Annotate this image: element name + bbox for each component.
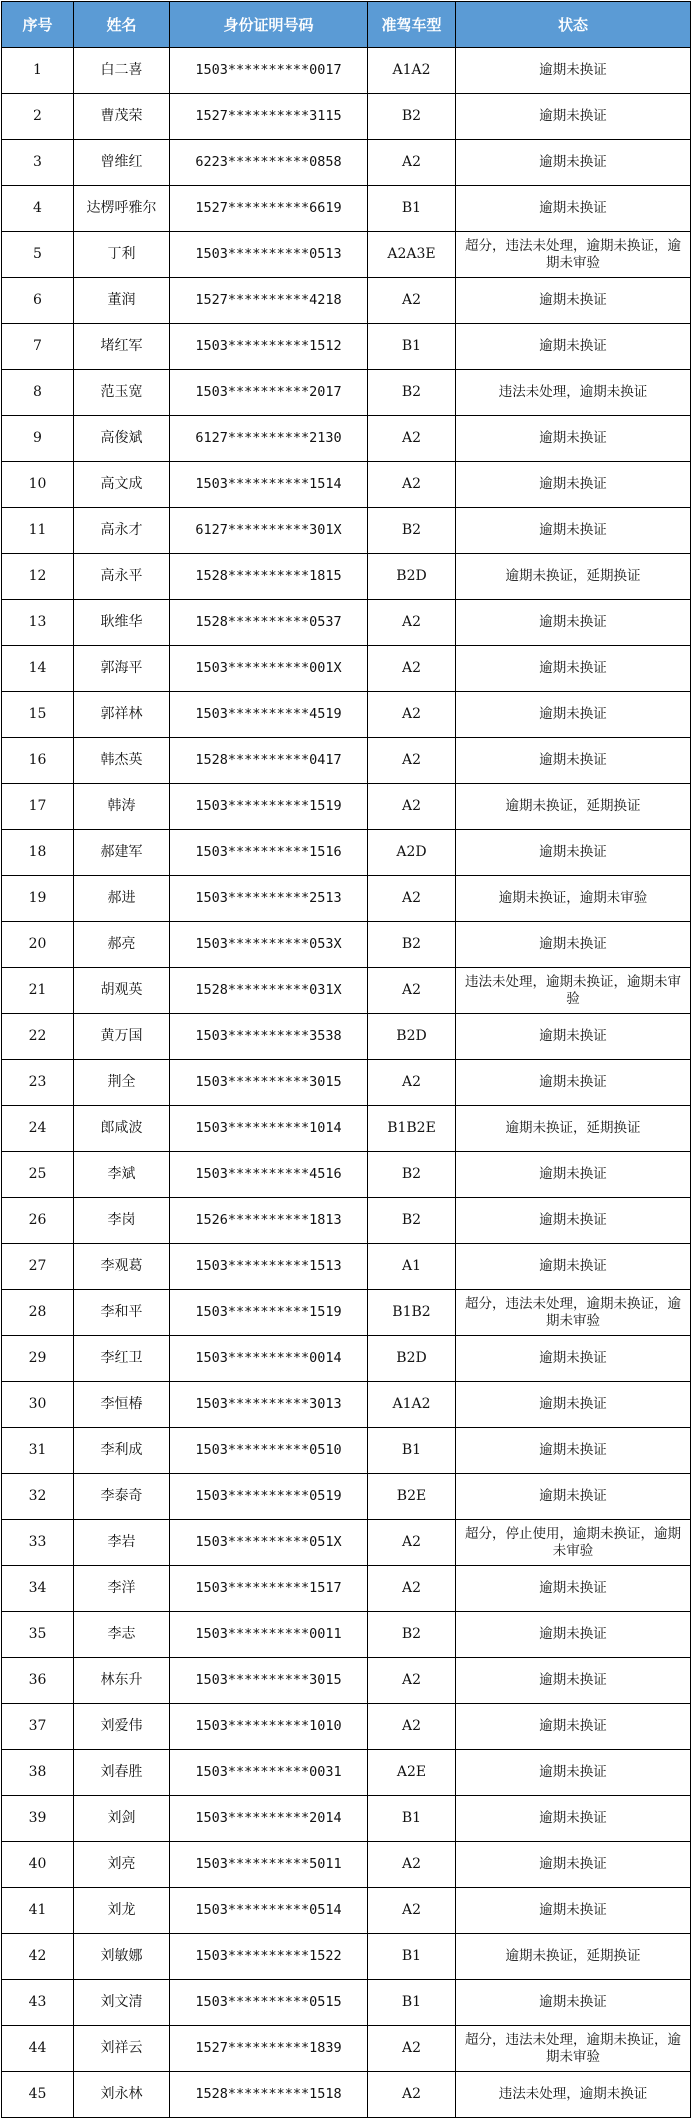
cell-class: A2E	[368, 1750, 456, 1796]
cell-name: 胡观英	[74, 968, 170, 1014]
cell-name: 高俊斌	[74, 416, 170, 462]
cell-class: B1	[368, 1980, 456, 2026]
cell-id: 1527**********3115	[170, 94, 368, 140]
cell-name: 郝亮	[74, 922, 170, 968]
cell-index: 8	[2, 370, 74, 416]
cell-name: 刘春胜	[74, 1750, 170, 1796]
cell-id: 1503**********5011	[170, 1842, 368, 1888]
cell-id: 6127**********2130	[170, 416, 368, 462]
cell-name: 郝进	[74, 876, 170, 922]
cell-name: 李洋	[74, 1566, 170, 1612]
cell-index: 40	[2, 1842, 74, 1888]
cell-name: 曾维红	[74, 140, 170, 186]
table-row	[2, 1842, 691, 1888]
cell-id: 1503**********1014	[170, 1106, 368, 1152]
cell-id: 6127**********301X	[170, 508, 368, 554]
cell-status: 逾期未换证，逾期未审验	[456, 876, 691, 922]
table-row	[2, 278, 691, 324]
cell-index: 31	[2, 1428, 74, 1474]
cell-status: 逾期未换证，延期换证	[456, 1106, 691, 1152]
cell-index: 25	[2, 1152, 74, 1198]
cell-index: 28	[2, 1290, 74, 1336]
table-row	[2, 94, 691, 140]
table-row	[2, 1520, 691, 1566]
cell-class: B1	[368, 1796, 456, 1842]
cell-id: 1503**********4516	[170, 1152, 368, 1198]
cell-class: B2D	[368, 1336, 456, 1382]
cell-id: 1503**********1010	[170, 1704, 368, 1750]
cell-status: 逾期未换证，延期换证	[456, 554, 691, 600]
cell-index: 32	[2, 1474, 74, 1520]
cell-status: 逾期未换证	[456, 922, 691, 968]
table-row	[2, 1750, 691, 1796]
cell-name: 荆全	[74, 1060, 170, 1106]
cell-status: 超分，违法未处理，逾期未换证，逾期未审验	[456, 232, 691, 278]
table-row	[2, 324, 691, 370]
cell-class: B2D	[368, 554, 456, 600]
cell-class: B2D	[368, 1014, 456, 1060]
cell-class: A2	[368, 876, 456, 922]
table-row	[2, 784, 691, 830]
cell-name: 达楞呼雅尔	[74, 186, 170, 232]
cell-name: 董润	[74, 278, 170, 324]
cell-status: 逾期未换证	[456, 1060, 691, 1106]
cell-id: 1503**********1512	[170, 324, 368, 370]
cell-name: 刘永林	[74, 2072, 170, 2118]
cell-id: 1503**********053X	[170, 922, 368, 968]
header-name: 姓名	[74, 2, 170, 48]
cell-index: 45	[2, 2072, 74, 2118]
cell-name: 高永平	[74, 554, 170, 600]
cell-index: 12	[2, 554, 74, 600]
cell-name: 刘祥云	[74, 2026, 170, 2072]
table-row	[2, 1290, 691, 1336]
cell-index: 29	[2, 1336, 74, 1382]
cell-status: 逾期未换证	[456, 1474, 691, 1520]
table-row	[2, 2072, 691, 2118]
cell-id: 1503**********1516	[170, 830, 368, 876]
cell-class: A2D	[368, 830, 456, 876]
table-row	[2, 1244, 691, 1290]
cell-status: 逾期未换证	[456, 1704, 691, 1750]
cell-class: B2	[368, 1198, 456, 1244]
table-row	[2, 140, 691, 186]
cell-status: 超分，违法未处理，逾期未换证，逾期未审验	[456, 2026, 691, 2072]
table-row	[2, 1934, 691, 1980]
cell-name: 李斌	[74, 1152, 170, 1198]
cell-name: 李利成	[74, 1428, 170, 1474]
cell-id: 1503**********0515	[170, 1980, 368, 2026]
cell-name: 高永才	[74, 508, 170, 554]
cell-name: 李观葛	[74, 1244, 170, 1290]
cell-class: B2	[368, 508, 456, 554]
table-row	[2, 1980, 691, 2026]
table-row	[2, 1658, 691, 1704]
cell-id: 1503**********4519	[170, 692, 368, 738]
cell-status: 逾期未换证	[456, 1014, 691, 1060]
table-row	[2, 968, 691, 1014]
cell-class: B1	[368, 186, 456, 232]
cell-class: A1A2	[368, 1382, 456, 1428]
cell-class: B1B2	[368, 1290, 456, 1336]
cell-name: 李岗	[74, 1198, 170, 1244]
table-row	[2, 1566, 691, 1612]
cell-status: 逾期未换证	[456, 738, 691, 784]
table-row	[2, 1198, 691, 1244]
cell-status: 逾期未换证	[456, 600, 691, 646]
cell-id: 1528**********1518	[170, 2072, 368, 2118]
cell-index: 26	[2, 1198, 74, 1244]
cell-status: 逾期未换证，延期换证	[456, 1934, 691, 1980]
cell-id: 1503**********0510	[170, 1428, 368, 1474]
cell-class: A2	[368, 2072, 456, 2118]
table-row	[2, 1382, 691, 1428]
cell-class: A2	[368, 692, 456, 738]
cell-index: 39	[2, 1796, 74, 1842]
cell-class: A2	[368, 738, 456, 784]
cell-status: 逾期未换证	[456, 324, 691, 370]
cell-index: 43	[2, 1980, 74, 2026]
table-row	[2, 1796, 691, 1842]
cell-index: 30	[2, 1382, 74, 1428]
cell-class: B2E	[368, 1474, 456, 1520]
cell-status: 逾期未换证	[456, 94, 691, 140]
cell-class: A2	[368, 1888, 456, 1934]
cell-class: A1A2	[368, 48, 456, 94]
cell-index: 36	[2, 1658, 74, 1704]
cell-index: 21	[2, 968, 74, 1014]
cell-index: 35	[2, 1612, 74, 1658]
cell-name: 李恒椿	[74, 1382, 170, 1428]
cell-id: 1503**********2014	[170, 1796, 368, 1842]
cell-name: 刘龙	[74, 1888, 170, 1934]
cell-id: 1528**********1815	[170, 554, 368, 600]
cell-status: 逾期未换证	[456, 692, 691, 738]
cell-index: 20	[2, 922, 74, 968]
cell-index: 7	[2, 324, 74, 370]
table-row	[2, 692, 691, 738]
cell-status: 逾期未换证	[456, 462, 691, 508]
cell-class: B2	[368, 94, 456, 140]
cell-index: 10	[2, 462, 74, 508]
cell-index: 3	[2, 140, 74, 186]
cell-name: 李泰奇	[74, 1474, 170, 1520]
cell-class: A2	[368, 1566, 456, 1612]
cell-name: 郎咸波	[74, 1106, 170, 1152]
cell-name: 刘剑	[74, 1796, 170, 1842]
cell-index: 33	[2, 1520, 74, 1566]
cell-status: 逾期未换证	[456, 1244, 691, 1290]
header-index: 序号	[2, 2, 74, 48]
cell-status: 逾期未换证	[456, 1152, 691, 1198]
cell-id: 1503**********0017	[170, 48, 368, 94]
table-row	[2, 1888, 691, 1934]
cell-index: 9	[2, 416, 74, 462]
cell-index: 37	[2, 1704, 74, 1750]
cell-index: 14	[2, 646, 74, 692]
cell-index: 23	[2, 1060, 74, 1106]
cell-index: 27	[2, 1244, 74, 1290]
cell-name: 林东升	[74, 1658, 170, 1704]
cell-name: 耿维华	[74, 600, 170, 646]
cell-status: 违法未处理，逾期未换证，逾期未审验	[456, 968, 691, 1014]
cell-class: B2	[368, 922, 456, 968]
cell-index: 41	[2, 1888, 74, 1934]
cell-id: 1527**********6619	[170, 186, 368, 232]
cell-status: 逾期未换证	[456, 1428, 691, 1474]
cell-id: 1503**********0011	[170, 1612, 368, 1658]
cell-status: 逾期未换证	[456, 1336, 691, 1382]
table-row	[2, 646, 691, 692]
cell-index: 15	[2, 692, 74, 738]
cell-id: 1503**********2017	[170, 370, 368, 416]
table-row	[2, 186, 691, 232]
cell-name: 李红卫	[74, 1336, 170, 1382]
table-row	[2, 1106, 691, 1152]
cell-class: A2	[368, 1704, 456, 1750]
cell-class: A2	[368, 1842, 456, 1888]
cell-id: 1503**********0031	[170, 1750, 368, 1796]
cell-index: 11	[2, 508, 74, 554]
cell-status: 逾期未换证	[456, 1796, 691, 1842]
cell-status: 超分，违法未处理，逾期未换证，逾期未审验	[456, 1290, 691, 1336]
cell-id: 1503**********001X	[170, 646, 368, 692]
cell-name: 刘爱伟	[74, 1704, 170, 1750]
cell-class: B1	[368, 1428, 456, 1474]
cell-name: 郝建军	[74, 830, 170, 876]
cell-class: A2	[368, 646, 456, 692]
table-row	[2, 2026, 691, 2072]
cell-id: 1503**********1513	[170, 1244, 368, 1290]
table-body	[2, 48, 691, 2118]
table-row	[2, 1014, 691, 1060]
table-header	[2, 2, 691, 48]
table-row	[2, 830, 691, 876]
cell-id: 1503**********051X	[170, 1520, 368, 1566]
cell-name: 刘文清	[74, 1980, 170, 2026]
header-id: 身份证明号码	[170, 2, 368, 48]
cell-class: A2	[368, 784, 456, 830]
cell-status: 逾期未换证，延期换证	[456, 784, 691, 830]
cell-id: 1528**********0537	[170, 600, 368, 646]
cell-status: 逾期未换证	[456, 1842, 691, 1888]
cell-index: 5	[2, 232, 74, 278]
cell-id: 1503**********1519	[170, 1290, 368, 1336]
cell-id: 1503**********0513	[170, 232, 368, 278]
cell-index: 6	[2, 278, 74, 324]
cell-index: 17	[2, 784, 74, 830]
cell-id: 1503**********0514	[170, 1888, 368, 1934]
cell-id: 1503**********2513	[170, 876, 368, 922]
cell-index: 13	[2, 600, 74, 646]
cell-name: 黄万国	[74, 1014, 170, 1060]
driver-license-table	[1, 1, 691, 2118]
cell-index: 22	[2, 1014, 74, 1060]
cell-id: 1527**********1839	[170, 2026, 368, 2072]
cell-status: 逾期未换证	[456, 416, 691, 462]
cell-id: 1503**********0014	[170, 1336, 368, 1382]
cell-id: 1503**********3538	[170, 1014, 368, 1060]
cell-class: B2	[368, 370, 456, 416]
cell-class: B1	[368, 1934, 456, 1980]
cell-status: 逾期未换证	[456, 1382, 691, 1428]
cell-status: 逾期未换证	[456, 186, 691, 232]
cell-class: A2A3E	[368, 232, 456, 278]
cell-index: 42	[2, 1934, 74, 1980]
cell-class: A2	[368, 462, 456, 508]
cell-status: 逾期未换证	[456, 1750, 691, 1796]
table-row	[2, 1060, 691, 1106]
table-row	[2, 1474, 691, 1520]
cell-id: 1503**********1517	[170, 1566, 368, 1612]
cell-class: A2	[368, 968, 456, 1014]
cell-index: 38	[2, 1750, 74, 1796]
table-row	[2, 1336, 691, 1382]
cell-status: 超分，停止使用，逾期未换证，逾期未审验	[456, 1520, 691, 1566]
header-row	[2, 2, 691, 48]
cell-class: A2	[368, 416, 456, 462]
cell-status: 逾期未换证	[456, 1980, 691, 2026]
table-row	[2, 1704, 691, 1750]
cell-class: B2	[368, 1612, 456, 1658]
table-row	[2, 370, 691, 416]
cell-status: 逾期未换证	[456, 508, 691, 554]
cell-status: 违法未处理，逾期未换证	[456, 370, 691, 416]
table-row	[2, 554, 691, 600]
cell-status: 逾期未换证	[456, 140, 691, 186]
cell-name: 堵红军	[74, 324, 170, 370]
cell-status: 逾期未换证	[456, 1566, 691, 1612]
cell-index: 16	[2, 738, 74, 784]
table-row	[2, 600, 691, 646]
cell-name: 郭海平	[74, 646, 170, 692]
cell-name: 丁利	[74, 232, 170, 278]
cell-class: A2	[368, 1520, 456, 1566]
cell-class: B1B2E	[368, 1106, 456, 1152]
cell-id: 1503**********1514	[170, 462, 368, 508]
table-row	[2, 922, 691, 968]
cell-id: 1503**********0519	[170, 1474, 368, 1520]
table-row	[2, 876, 691, 922]
cell-id: 1528**********0417	[170, 738, 368, 784]
cell-class: A2	[368, 600, 456, 646]
cell-name: 韩涛	[74, 784, 170, 830]
cell-class: A2	[368, 2026, 456, 2072]
cell-name: 李岩	[74, 1520, 170, 1566]
cell-status: 逾期未换证	[456, 830, 691, 876]
table-row	[2, 1152, 691, 1198]
cell-status: 逾期未换证	[456, 1888, 691, 1934]
cell-class: A2	[368, 1060, 456, 1106]
cell-index: 4	[2, 186, 74, 232]
cell-status: 逾期未换证	[456, 278, 691, 324]
cell-id: 1527**********4218	[170, 278, 368, 324]
cell-index: 24	[2, 1106, 74, 1152]
cell-id: 1528**********031X	[170, 968, 368, 1014]
cell-name: 郭祥林	[74, 692, 170, 738]
cell-name: 李志	[74, 1612, 170, 1658]
cell-status: 违法未处理，逾期未换证	[456, 2072, 691, 2118]
table-row	[2, 462, 691, 508]
cell-id: 6223**********0858	[170, 140, 368, 186]
table-row	[2, 416, 691, 462]
cell-id: 1503**********3015	[170, 1060, 368, 1106]
cell-index: 1	[2, 48, 74, 94]
cell-status: 逾期未换证	[456, 646, 691, 692]
cell-status: 逾期未换证	[456, 1198, 691, 1244]
cell-id: 1526**********1813	[170, 1198, 368, 1244]
table-row	[2, 508, 691, 554]
cell-index: 18	[2, 830, 74, 876]
cell-name: 高文成	[74, 462, 170, 508]
cell-index: 2	[2, 94, 74, 140]
cell-class: A2	[368, 1658, 456, 1704]
table-row	[2, 1428, 691, 1474]
cell-index: 19	[2, 876, 74, 922]
cell-name: 刘敏娜	[74, 1934, 170, 1980]
cell-class: B1	[368, 324, 456, 370]
cell-id: 1503**********1519	[170, 784, 368, 830]
cell-class: A2	[368, 278, 456, 324]
cell-status: 逾期未换证	[456, 48, 691, 94]
cell-class: A2	[368, 140, 456, 186]
cell-id: 1503**********3015	[170, 1658, 368, 1704]
table-row	[2, 1612, 691, 1658]
table-row	[2, 48, 691, 94]
cell-class: A1	[368, 1244, 456, 1290]
cell-name: 李和平	[74, 1290, 170, 1336]
cell-index: 34	[2, 1566, 74, 1612]
cell-name: 白二喜	[74, 48, 170, 94]
cell-class: B2	[368, 1152, 456, 1198]
cell-name: 曹茂荣	[74, 94, 170, 140]
cell-id: 1503**********3013	[170, 1382, 368, 1428]
cell-name: 刘亮	[74, 1842, 170, 1888]
table-row	[2, 738, 691, 784]
table-row	[2, 232, 691, 278]
cell-name: 韩杰英	[74, 738, 170, 784]
cell-id: 1503**********1522	[170, 1934, 368, 1980]
cell-name: 范玉宽	[74, 370, 170, 416]
cell-status: 逾期未换证	[456, 1612, 691, 1658]
header-status: 状态	[456, 2, 691, 48]
cell-index: 44	[2, 2026, 74, 2072]
header-class: 准驾车型	[368, 2, 456, 48]
cell-status: 逾期未换证	[456, 1658, 691, 1704]
